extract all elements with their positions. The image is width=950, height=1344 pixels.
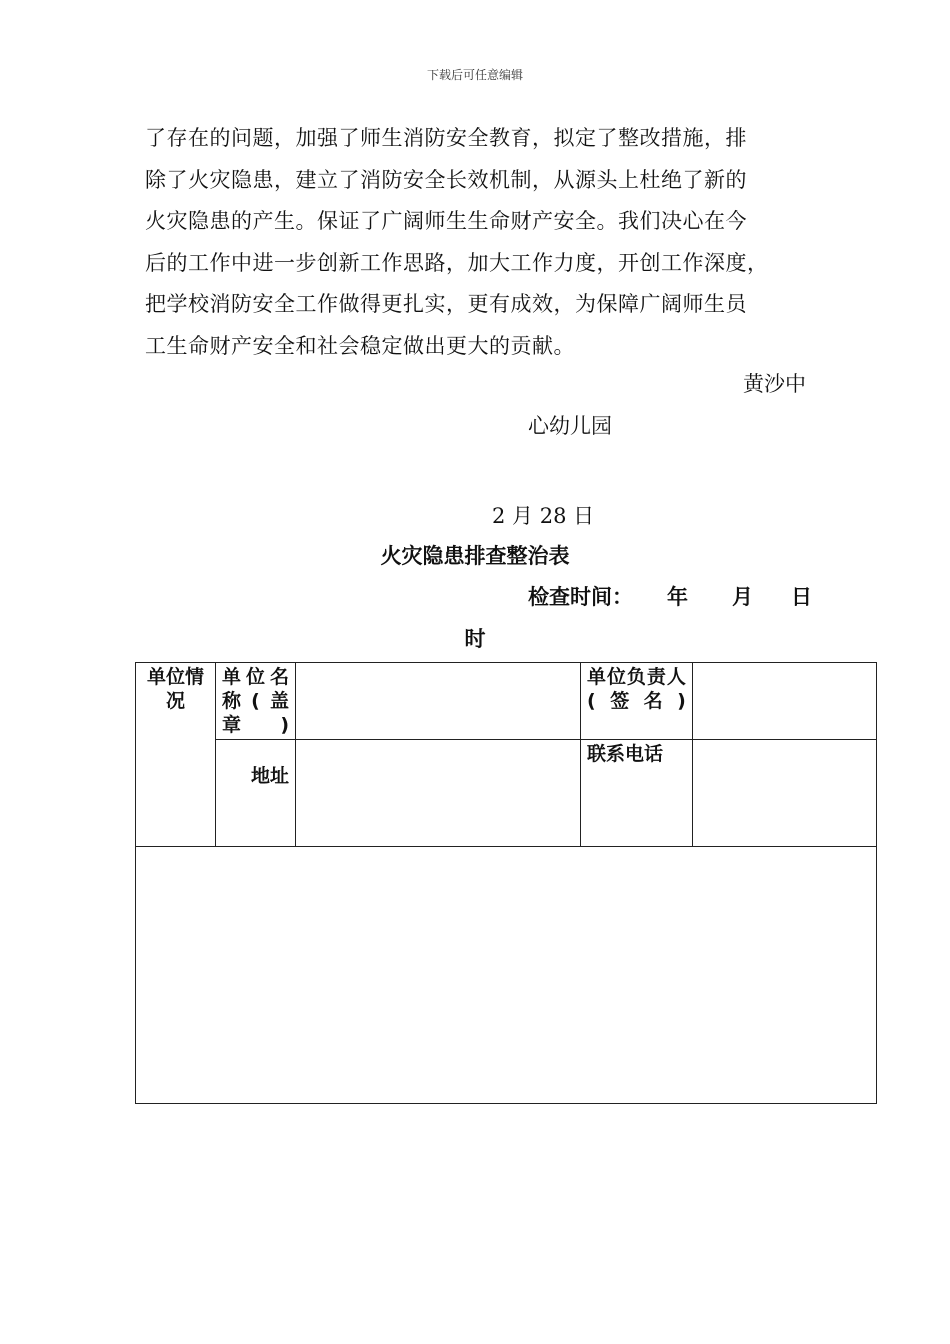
body-line: 火灾隐患的产生。保证了广阔师生生命财产安全。我们决心在今 xyxy=(145,209,747,233)
signature-line-1: 黄沙中 xyxy=(743,372,806,396)
month-label: 月 xyxy=(732,585,753,609)
unit-name-label: 单位名称(盖章) xyxy=(216,663,296,740)
day-label: 日 xyxy=(791,585,812,609)
hour-label: 时 xyxy=(464,627,486,651)
responsible-person-label: 单位负责人(签名) xyxy=(581,663,693,740)
address-label: 地址 xyxy=(216,740,296,847)
letter-body xyxy=(145,118,810,367)
signature-date: 2 月 28 日 xyxy=(492,504,595,528)
unit-name-field[interactable] xyxy=(296,663,581,740)
page-header-note: 下载后可任意编辑 xyxy=(426,68,523,82)
phone-label: 联系电话 xyxy=(581,740,693,847)
body-line: 工生命财产安全和社会稳定做出更大的贡献。 xyxy=(145,333,575,358)
inspection-details-field[interactable] xyxy=(136,847,877,1104)
table-row xyxy=(136,740,877,847)
phone-field[interactable] xyxy=(692,740,876,847)
responsible-person-field[interactable] xyxy=(692,663,876,740)
unit-situation-label: 单位情况 xyxy=(136,663,216,847)
inspection-form-table xyxy=(135,662,877,1104)
signature-line-2: 心幼儿园 xyxy=(528,414,612,438)
form-title: 火灾隐患排查整治表 xyxy=(380,544,570,568)
check-time-label: 检查时间： xyxy=(528,585,633,609)
address-field[interactable] xyxy=(296,740,581,847)
check-time-row xyxy=(528,581,812,611)
table-row xyxy=(136,847,877,1104)
body-line: 后的工作中进一步创新工作思路，加大工作力度，开创工作深度， xyxy=(145,250,769,275)
body-line: 把学校消防安全工作做得更扎实，更有成效，为保障广阔师生员 xyxy=(145,292,747,316)
table-row xyxy=(136,663,877,740)
body-line: 除了火灾隐患，建立了消防安全长效机制，从源头上杜绝了新的 xyxy=(145,167,747,192)
body-line: 了存在的问题，加强了师生消防安全教育，拟定了整改措施，排 xyxy=(145,126,747,150)
year-label: 年 xyxy=(667,585,688,609)
